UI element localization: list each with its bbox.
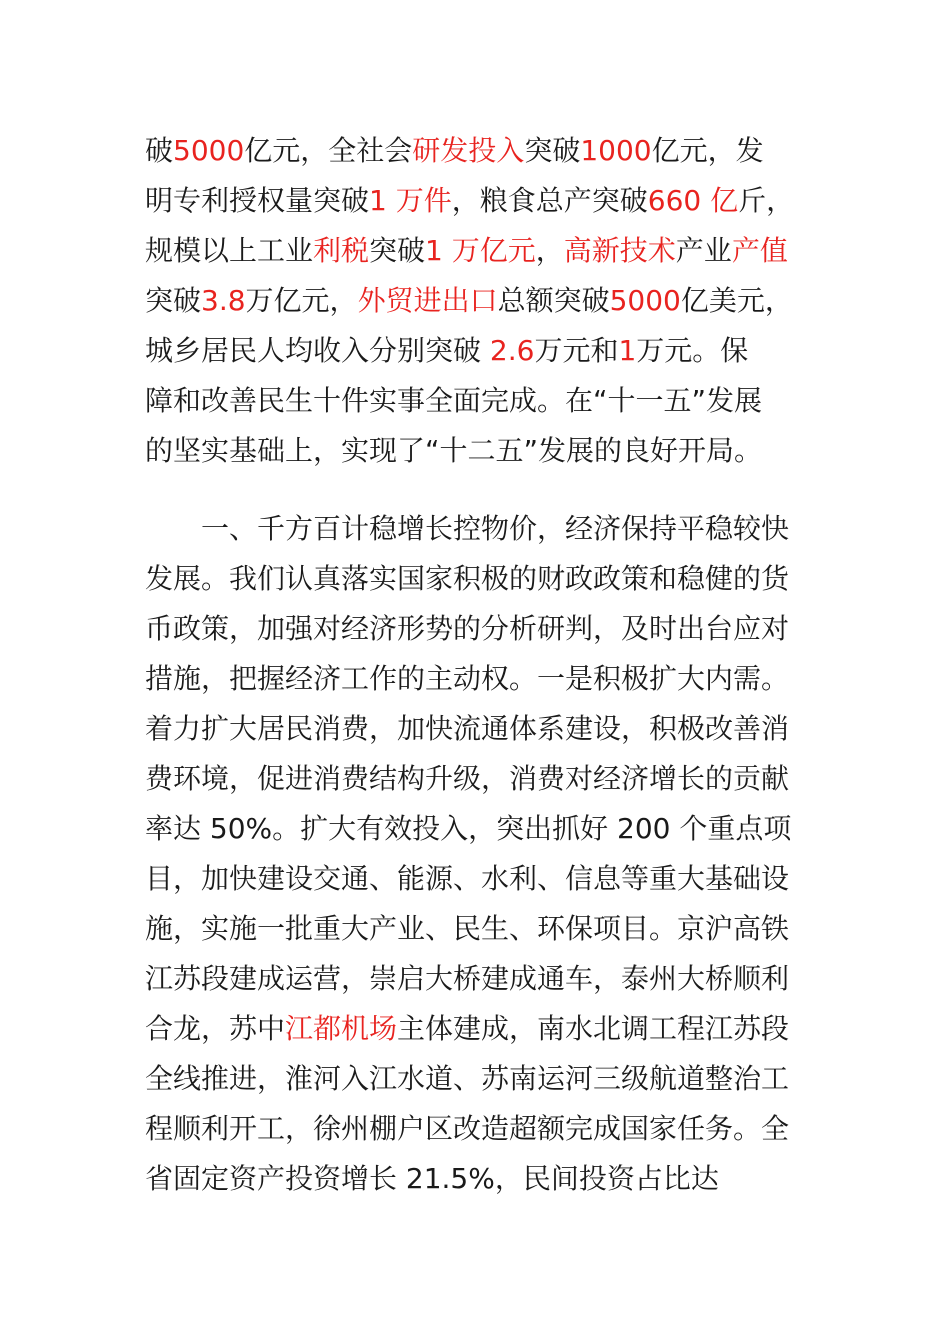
- text-run: 合龙，苏中: [145, 1012, 286, 1045]
- text-run: ，: [535, 234, 564, 267]
- text-run: 一、千方百计稳增长控物价，经济保持平稳较快: [145, 512, 790, 545]
- text-run: 着力扩大居民消费，加快流通体系建设，积极改善消: [145, 712, 790, 745]
- text-run: 施，实施一批重大产业、民生、环保项目。京沪高铁: [145, 912, 790, 945]
- highlighted-text: 1000: [580, 134, 652, 167]
- text-line: [145, 326, 825, 376]
- text-run: 币政策，加强对经济形势的分析研判，及时出台应对: [145, 612, 790, 645]
- highlighted-text: 研发投入: [412, 134, 525, 167]
- text-run: 江苏段建成运营，崇启大桥建成通车，泰州大桥顺利: [145, 962, 790, 995]
- text-line: [145, 804, 825, 854]
- text-line: [145, 654, 825, 704]
- highlighted-text: 1: [618, 334, 637, 367]
- text-run: 城乡居民人均收入分别突破: [145, 334, 490, 367]
- highlighted-text: 2.6: [489, 334, 535, 367]
- text-run: 率达 50%。扩大有效投入，突出抓好 200 个重点项: [145, 812, 792, 845]
- text-line: [145, 276, 825, 326]
- text-line: [145, 954, 825, 1004]
- text-run: 亿元，发: [651, 134, 764, 167]
- highlighted-text: 1 万件: [369, 184, 452, 217]
- highlighted-text: 660 亿: [647, 184, 739, 217]
- text-run: 主体建成，南水北调工程江苏段: [397, 1012, 790, 1045]
- text-run: 万元和: [534, 334, 619, 367]
- text-run: 规模以上工业: [145, 234, 314, 267]
- text-run: 万亿元，: [245, 284, 358, 317]
- text-run: 障和改善民生十件实事全面完成。在“十一五”发展: [145, 384, 763, 417]
- text-run: 亿美元，: [680, 284, 793, 317]
- highlighted-text: 5000: [609, 284, 681, 317]
- paragraph-achievements: [145, 126, 825, 476]
- text-run: 产业: [675, 234, 732, 267]
- text-line: [145, 854, 825, 904]
- text-run: ，粮食总产突破: [451, 184, 648, 217]
- text-line: [145, 1004, 825, 1054]
- text-line: [145, 604, 825, 654]
- text-line: [145, 426, 825, 476]
- text-run: 全线推进，淮河入江水道、苏南运河三级航道整治工: [145, 1062, 790, 1095]
- text-run: 费环境，促进消费结构升级，消费对经济增长的贡献: [145, 762, 790, 795]
- text-run: 突破: [145, 284, 202, 317]
- text-line: [145, 504, 825, 554]
- text-run: 突破: [524, 134, 581, 167]
- text-run: 明专利授权量突破: [145, 184, 370, 217]
- paragraph-section-one: [145, 504, 825, 1204]
- text-line: [145, 1154, 825, 1204]
- text-run: 程顺利开工，徐州棚户区改造超额完成国家任务。全: [145, 1112, 790, 1145]
- text-line: [145, 376, 825, 426]
- highlighted-text: 外贸进出口: [357, 284, 498, 317]
- highlighted-text: 江都机场: [285, 1012, 398, 1045]
- text-run: 措施，把握经济工作的主动权。一是积极扩大内需。: [145, 662, 790, 695]
- text-line: [145, 1104, 825, 1154]
- text-run: 的坚实基础上，实现了“十二五”发展的良好开局。: [145, 434, 763, 467]
- text-line: [145, 554, 825, 604]
- text-run: 斤，: [738, 184, 795, 217]
- highlighted-text: 5000: [173, 134, 245, 167]
- highlighted-text: 3.8: [201, 284, 246, 317]
- text-run: 突破: [369, 234, 426, 267]
- highlighted-text: 1 万亿元: [425, 234, 536, 267]
- text-line: [145, 754, 825, 804]
- text-run: 省固定资产投资增长 21.5%，民间投资占比达: [145, 1162, 719, 1195]
- text-line: [145, 176, 825, 226]
- text-line: [145, 704, 825, 754]
- highlighted-text: 高新技术: [563, 234, 676, 267]
- text-line: [145, 126, 825, 176]
- text-run: 万元。保: [636, 334, 749, 367]
- text-run: 目，加快建设交通、能源、水利、信息等重大基础设: [145, 862, 790, 895]
- text-run: 破: [145, 134, 174, 167]
- text-line: [145, 226, 825, 276]
- highlighted-text: 产值: [731, 234, 788, 267]
- highlighted-text: 利税: [313, 234, 370, 267]
- text-line: [145, 904, 825, 954]
- text-run: 总额突破: [497, 284, 610, 317]
- text-run: 发展。我们认真落实国家积极的财政政策和稳健的货: [145, 562, 790, 595]
- text-run: 亿元，全社会: [244, 134, 413, 167]
- text-line: [145, 1054, 825, 1104]
